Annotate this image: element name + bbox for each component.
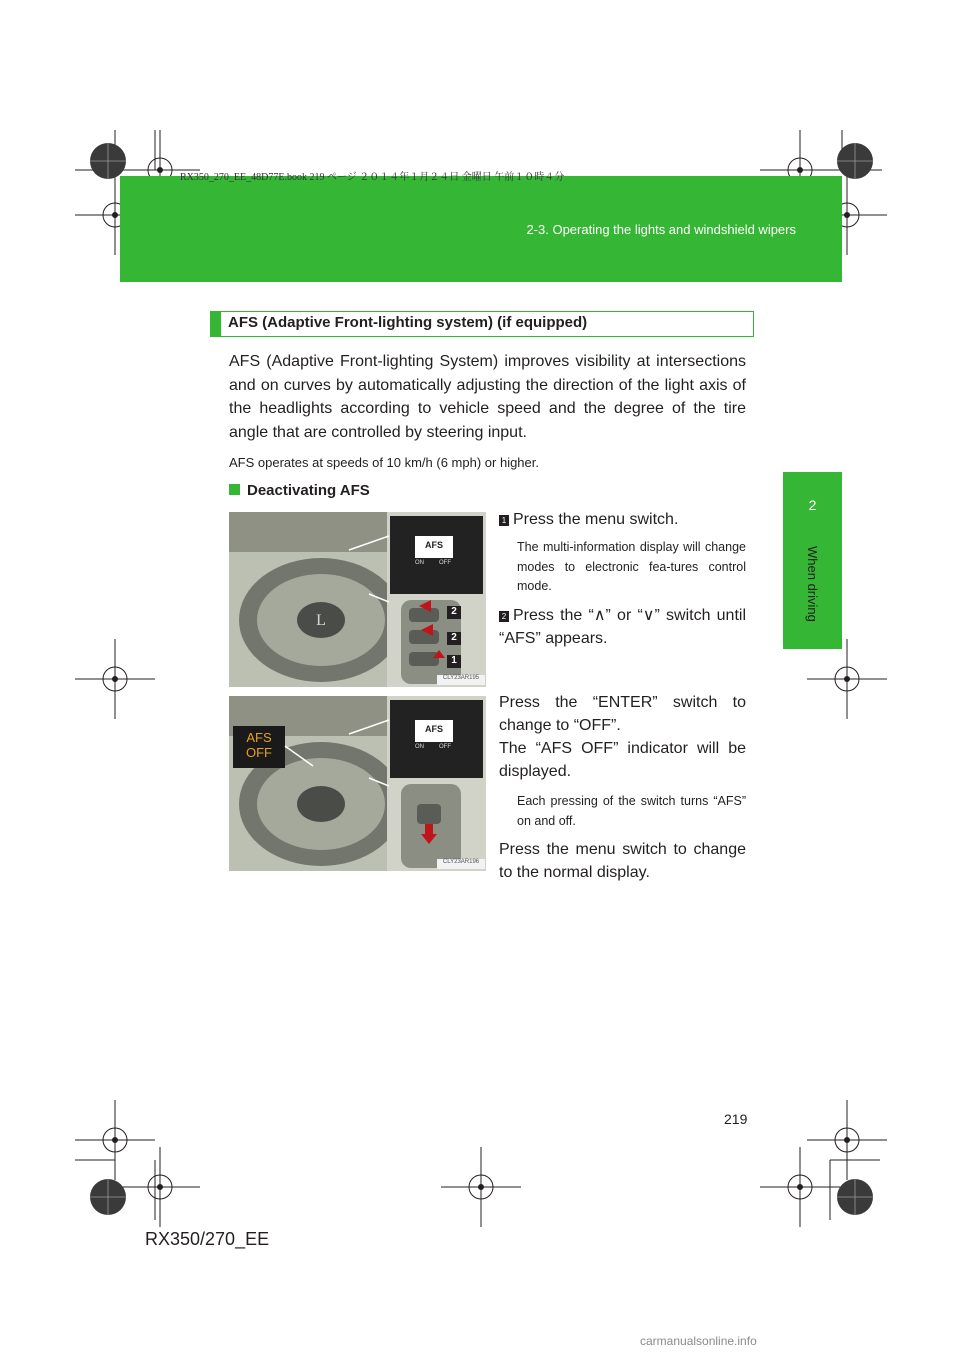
step2-display-off: OFF (439, 744, 451, 750)
step2-illustration-drawing (229, 696, 486, 871)
subheading-square-icon (229, 484, 240, 495)
print-mark: RX350_270_EE_48D77E.book 219 ページ ２０１４年１月２４日 金曜日 午前１０時４分 (180, 172, 565, 183)
section-note: AFS operates at speeds of 10 km/h (6 mph) or higher. (229, 455, 539, 470)
afs-off-indicator (233, 730, 285, 760)
side-tab-number: 2 (808, 497, 817, 513)
section-path: 2-3. Operating the lights and windshield wipers (526, 222, 796, 237)
section-title-bar (210, 311, 221, 337)
step1-item1-text: Press the menu switch. (513, 511, 679, 528)
step1-item1 (499, 508, 746, 531)
step2-text3: Press the menu switch to change to the normal display. (499, 841, 746, 881)
subheading-text: Deactivating AFS (247, 482, 370, 499)
step1-item2-marker: 2 (499, 611, 509, 622)
step2-image-code: CLY23AR196 (442, 859, 480, 865)
step2-illustration (229, 696, 486, 871)
step2-text2: The “AFS OFF” indicator will be displayed. (499, 740, 746, 780)
step1-callout-2a: 2 (451, 606, 457, 617)
step1-callout-1: 1 (451, 655, 457, 666)
step1-item1-note: The multi-information display will change modes to electronic fea-tures control mode. (517, 540, 746, 593)
afs-off-indicator-line1: AFS (246, 730, 272, 745)
page-number: 219 (724, 1111, 748, 1127)
step1-item2 (499, 604, 746, 650)
section-body: AFS (Adaptive Front-lighting System) improves visibility at intersections and on curves by automatically adjusting the direction of the light axis of the headlights according to vehicle speed and the degree of the tire angle that are controlled by steering input. (229, 353, 746, 441)
step2-display-on: ON (415, 744, 424, 750)
step1-display-on: ON (415, 560, 424, 566)
site-watermark: carmanualsonline.info (640, 1334, 757, 1348)
step2-display-title: AFS (425, 724, 443, 734)
step1-display-title: AFS (425, 540, 443, 550)
svg-text:L: L (316, 612, 326, 629)
side-tab-label: When driving (805, 546, 820, 622)
step1-item2-text: Press the “∧” or “∨” switch until “AFS” appears. (499, 607, 746, 647)
step2-text1: Press the “ENTER” switch to change to “OFF”. (499, 694, 746, 734)
step1-image-code: CLY23AR195 (442, 675, 480, 681)
step2-note: Each pressing of the switch turns “AFS” on and off. (517, 794, 746, 828)
section-title: AFS (Adaptive Front-lighting system) (if equipped) (228, 314, 588, 331)
subheading (229, 482, 370, 499)
step1-item1-marker: 1 (499, 515, 509, 526)
step1-callout-2b: 2 (451, 632, 457, 643)
step1-illustration (229, 512, 486, 687)
afs-off-indicator-line2: OFF (246, 745, 272, 760)
step1-display-off: OFF (439, 560, 451, 566)
footer-model: RX350/270_EE (145, 1229, 270, 1249)
